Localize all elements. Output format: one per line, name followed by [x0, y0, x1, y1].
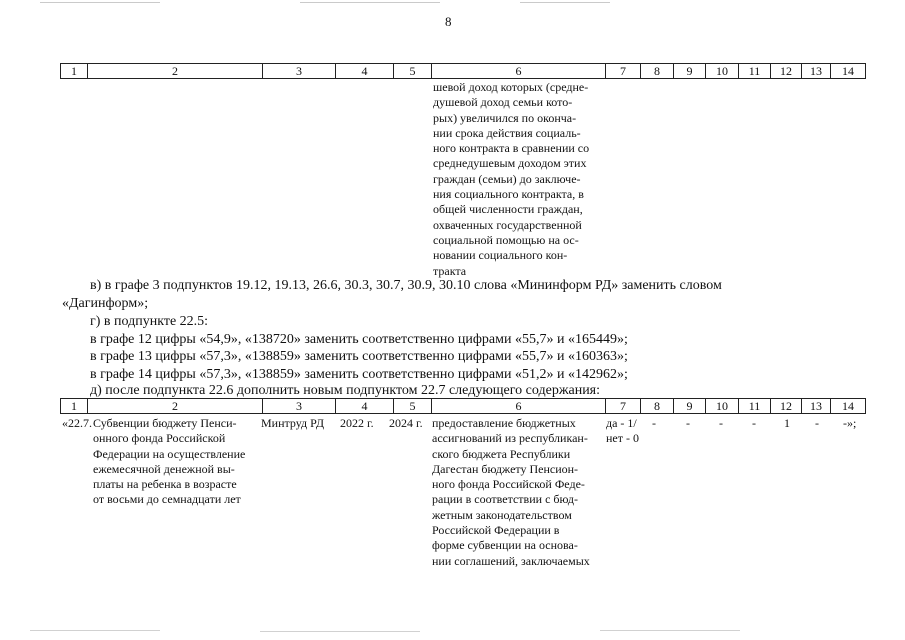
header-cell: 3 [263, 398, 336, 414]
header-cell: 10 [706, 63, 739, 79]
paragraph-v-cont: «Дагинформ»; [62, 296, 149, 311]
text-line: ния социального контракта, в [433, 187, 584, 202]
row-col14: -»; [843, 416, 857, 430]
text-line: шевой доход которых (средне- [433, 80, 589, 94]
header-cell: 4 [336, 398, 394, 414]
row-start-year: 2022 г. [340, 416, 374, 430]
text-line: ассигнований из республикан- [432, 431, 588, 446]
header-cell: 2 [88, 398, 263, 414]
header-cell: 7 [606, 63, 641, 79]
text-line: да - 1/ [606, 416, 637, 430]
scan-artifact [30, 630, 160, 631]
text-line: ного фонда Российской Феде- [432, 477, 585, 492]
text-line: Дагестан бюджету Пенсион- [432, 461, 579, 476]
header-cell: 14 [831, 398, 866, 414]
header-cell: 5 [394, 398, 432, 414]
header-cell: 12 [771, 63, 802, 79]
paragraph-v: в) в графе 3 подпунктов 19.12, 19.13, 26.6, 30.3, 30.7, 30.9, 30.10 слова «Мининформ РД» заменить словом [90, 278, 722, 293]
header-cell: 11 [739, 63, 771, 79]
text-line: нет - 0 [606, 431, 639, 446]
header-cell: 10 [706, 398, 739, 414]
row-col12: 1 [784, 416, 790, 430]
text-line: онного фонда Российской [93, 431, 226, 446]
text-line: от восьми до семнадцати лет [93, 492, 241, 507]
paragraph-g14: в графе 14 цифры «57,3», «138859» заменить соответственно цифрами «51,2» и «142962»; [90, 367, 628, 382]
header-cell: 14 [831, 63, 866, 79]
row-col10: - [719, 416, 723, 430]
text-line: социальной помощью на ос- [433, 232, 579, 247]
scan-artifact [40, 2, 160, 3]
text-line: Субвенции бюджету Пенси- [93, 416, 237, 430]
row-end-year: 2024 г. [389, 416, 423, 430]
top-table-header [60, 63, 866, 79]
row-col11: - [752, 416, 756, 430]
scan-artifact [300, 2, 440, 3]
row-indicator-text [432, 416, 604, 569]
row-number: «22.7. [62, 416, 92, 430]
text-line: Российской Федерации в [432, 523, 560, 538]
text-line: Федерации на осуществление [93, 446, 246, 461]
text-line: рых) увеличился по оконча- [433, 110, 577, 125]
row-description [93, 416, 258, 508]
row-executor: Минтруд РД [261, 416, 325, 430]
text-line: нии срока действия социаль- [433, 125, 581, 140]
text-line: тракта [433, 263, 467, 278]
header-cell: 8 [641, 63, 674, 79]
text-line: среднедушевым доходом этих [433, 156, 587, 171]
text-line: охваченных государственной [433, 217, 582, 232]
header-cell: 5 [394, 63, 432, 79]
header-cell: 4 [336, 63, 394, 79]
scan-artifact [520, 2, 610, 3]
paragraph-g12: в графе 12 цифры «54,9», «138720» заменить соответственно цифрами «55,7» и «165449»; [90, 332, 628, 347]
bottom-table-header [60, 398, 866, 414]
paragraph-g13: в графе 13 цифры «57,3», «138859» заменить соответственно цифрами «55,7» и «160363»; [90, 349, 628, 364]
text-line: ежемесячной денежной вы- [93, 461, 235, 476]
paragraph-g: г) в подпункте 22.5: [90, 314, 209, 329]
header-cell: 6 [432, 63, 606, 79]
header-cell: 8 [641, 398, 674, 414]
row-col13: - [815, 416, 819, 430]
text-line: платы на ребенка в возрасте [93, 477, 237, 492]
text-line: форме субвенции на основа- [432, 538, 578, 553]
text-line: душевой доход семьи кото- [433, 95, 573, 110]
text-line: рации в соответствии с бюд- [432, 492, 578, 507]
scan-artifact [260, 631, 420, 632]
col6-continuation-text [433, 80, 605, 279]
header-cell: 1 [60, 398, 88, 414]
text-line: ного контракта в сравнении со [433, 141, 590, 156]
page-number: 8 [445, 14, 452, 29]
header-cell: 13 [802, 63, 831, 79]
text-line: общей численности граждан, [433, 202, 583, 217]
header-cell: 3 [263, 63, 336, 79]
header-cell: 7 [606, 398, 641, 414]
row-unit [606, 416, 639, 447]
header-cell: 6 [432, 398, 606, 414]
header-cell: 12 [771, 398, 802, 414]
paragraph-d: д) после подпункта 22.6 дополнить новым подпунктом 22.7 следующего содержания: [90, 383, 601, 398]
header-cell: 9 [674, 398, 706, 414]
header-cell: 11 [739, 398, 771, 414]
text-line: граждан (семьи) до заключе- [433, 171, 581, 186]
header-cell: 9 [674, 63, 706, 79]
text-line: жетным законодательством [432, 507, 572, 522]
scan-artifact [600, 630, 740, 631]
header-cell: 2 [88, 63, 263, 79]
row-col9: - [686, 416, 690, 430]
text-line: предоставление бюджетных [432, 416, 576, 430]
header-cell: 13 [802, 398, 831, 414]
header-cell: 1 [60, 63, 88, 79]
text-line: новании социального кон- [433, 248, 568, 263]
row-col8: - [652, 416, 656, 430]
text-line: ского бюджета Республики [432, 446, 571, 461]
text-line: нии соглашений, заключаемых [432, 553, 590, 568]
